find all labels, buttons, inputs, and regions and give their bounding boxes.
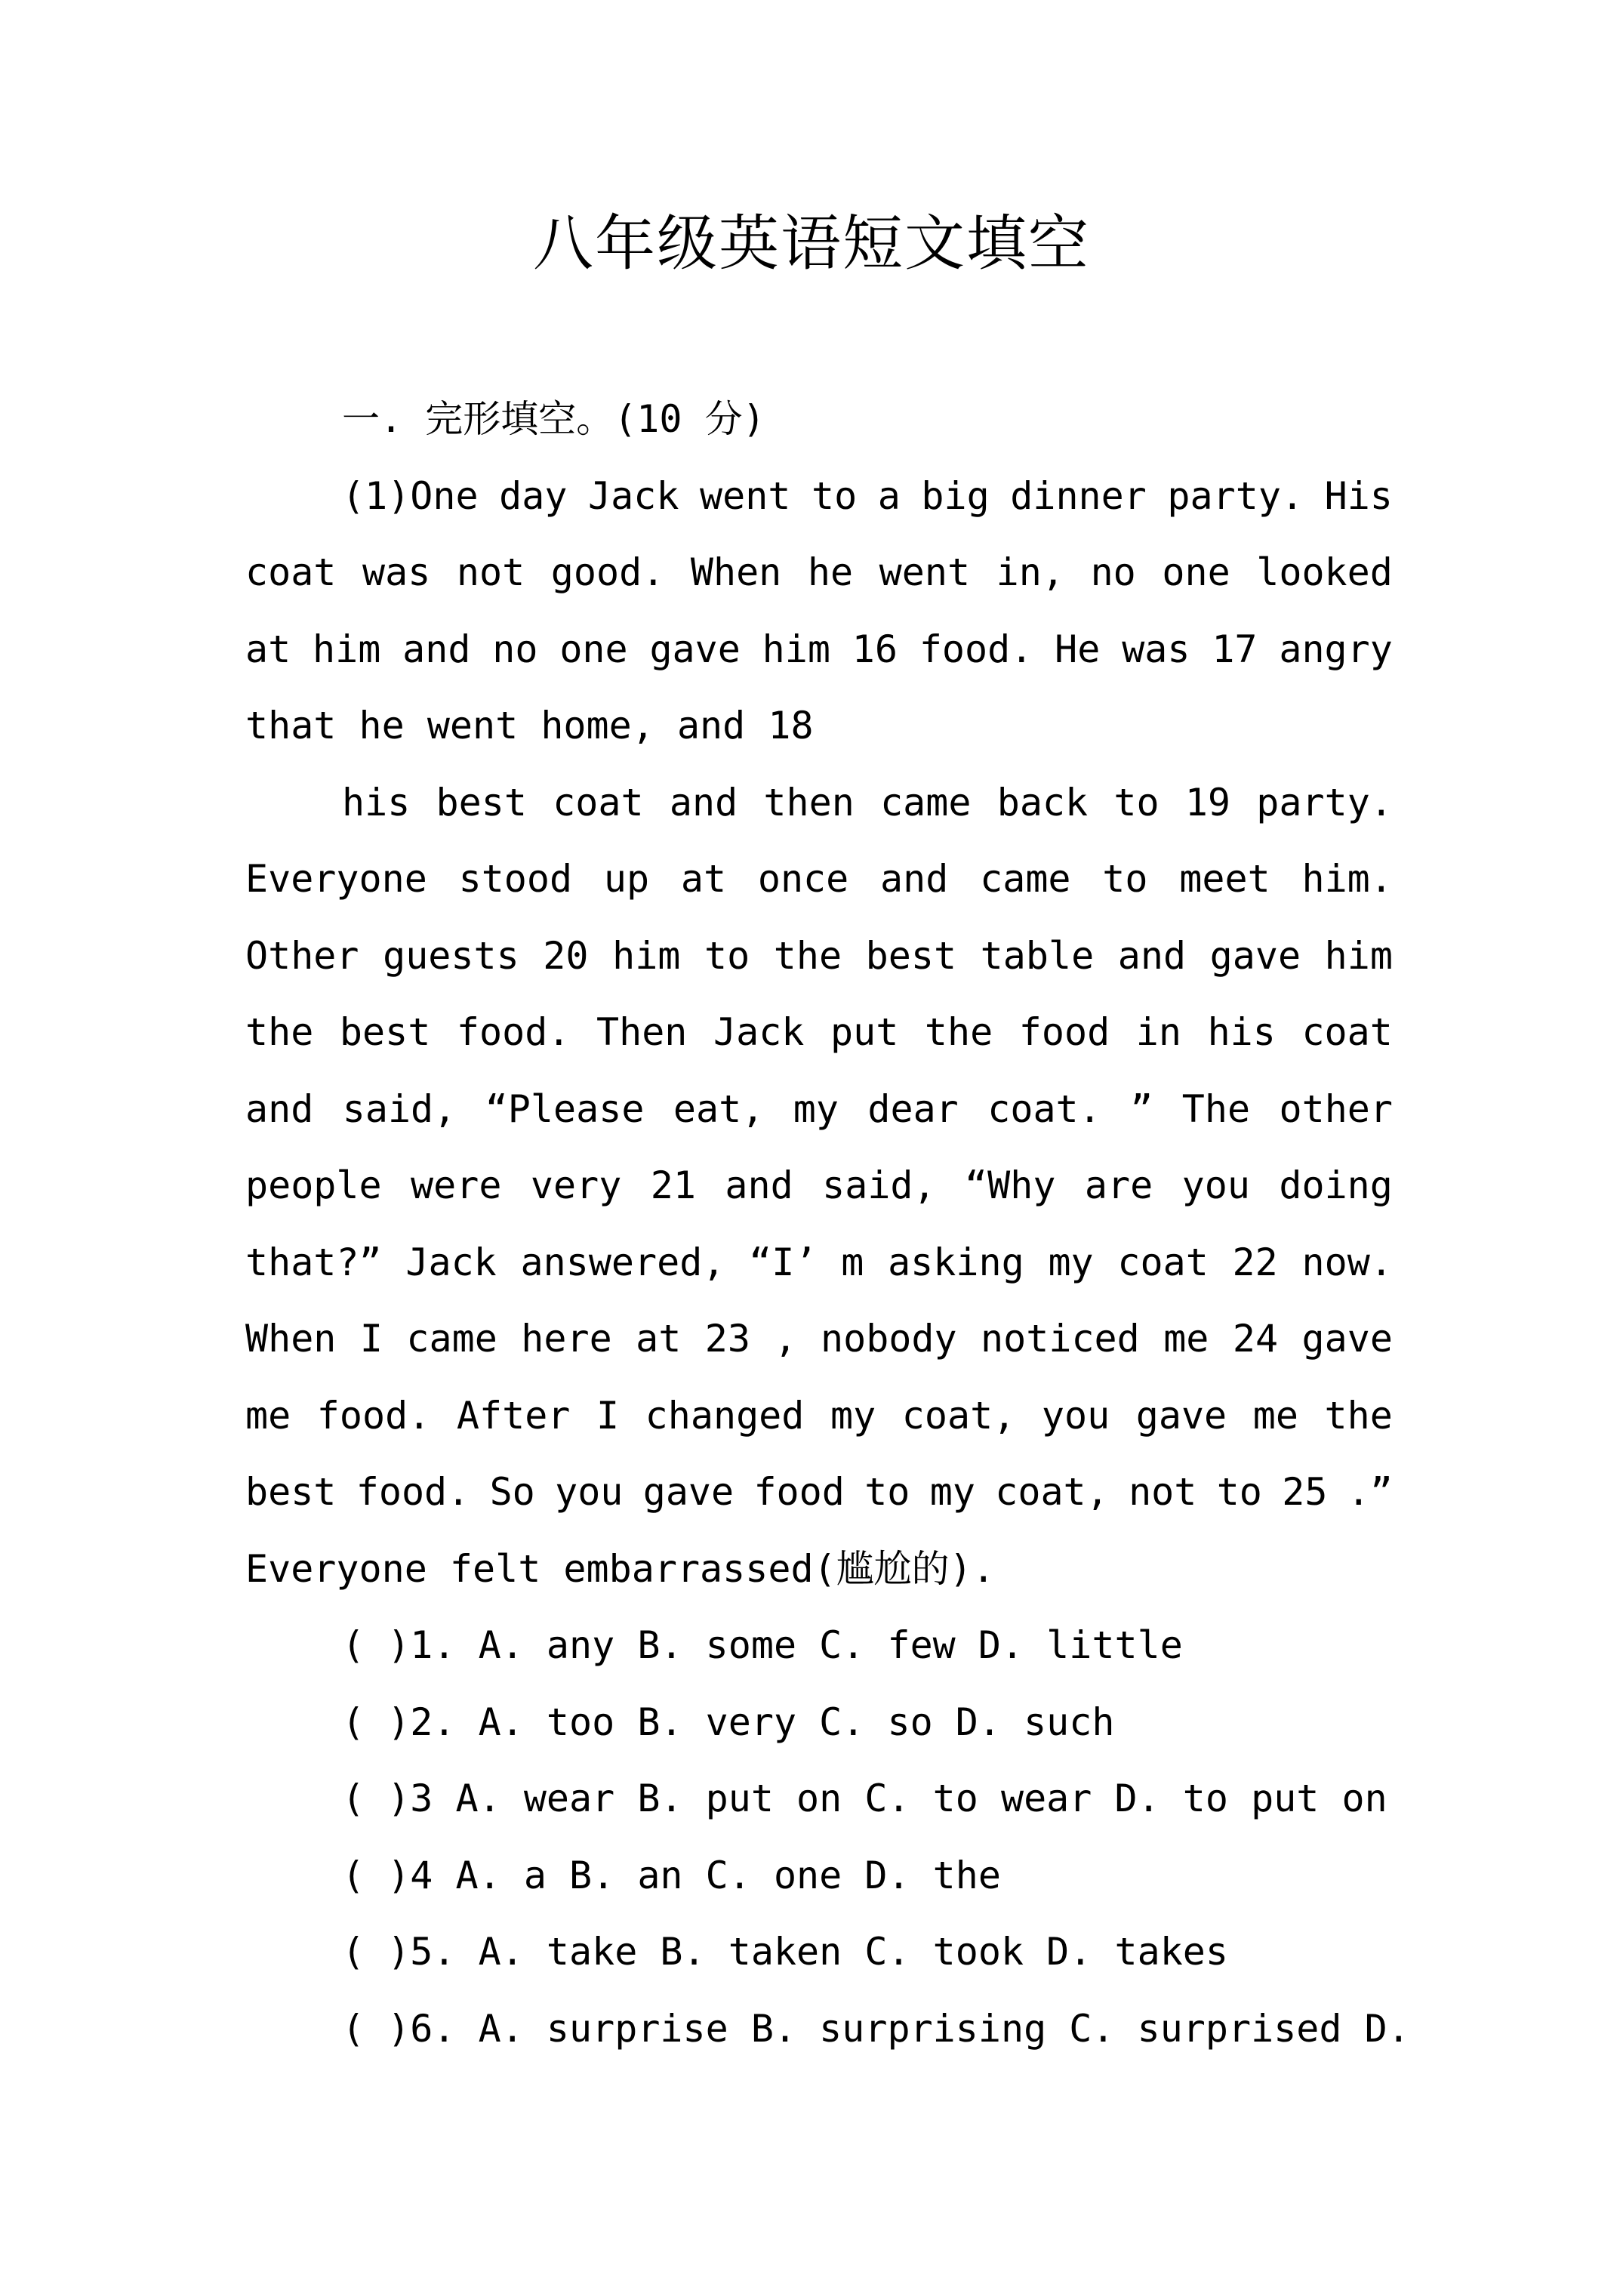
- text-line: [245, 1225, 1393, 1302]
- text-line: [245, 765, 1393, 842]
- word: no: [492, 627, 538, 671]
- word: him: [762, 627, 830, 671]
- word: looked: [1256, 550, 1393, 594]
- word: ”: [1130, 1086, 1153, 1131]
- word: 21: [650, 1163, 696, 1207]
- word: gave: [1301, 1317, 1393, 1361]
- word: day: [499, 473, 568, 518]
- word: When: [245, 1317, 337, 1361]
- word: his: [342, 780, 411, 824]
- word: coat: [1117, 1240, 1209, 1284]
- word: best: [436, 780, 527, 824]
- word: very: [530, 1163, 622, 1207]
- word: changed: [645, 1393, 805, 1438]
- text-line: [245, 918, 1393, 995]
- word: best: [339, 1010, 431, 1054]
- word: at: [636, 1317, 682, 1361]
- word: food: [753, 1470, 845, 1514]
- word: that?”: [245, 1240, 382, 1284]
- word: he: [807, 550, 854, 594]
- word: food.: [356, 1470, 470, 1514]
- word: 17: [1212, 627, 1258, 671]
- word: was: [1122, 627, 1190, 671]
- word: big: [921, 473, 990, 518]
- word: gave: [642, 1470, 735, 1514]
- word: to: [1216, 1470, 1262, 1514]
- word: I: [596, 1393, 620, 1438]
- word: answered,: [520, 1240, 725, 1284]
- word: to: [1113, 780, 1160, 824]
- word: you: [1041, 1393, 1110, 1438]
- text-line: [245, 458, 1393, 535]
- word: one: [559, 627, 628, 671]
- word: coat: [553, 780, 644, 824]
- word: “I’: [749, 1240, 818, 1284]
- word: Jack: [405, 1240, 497, 1284]
- word: a: [877, 473, 901, 518]
- word: 23: [704, 1317, 750, 1361]
- word: came: [980, 857, 1071, 901]
- word: nobody: [820, 1317, 957, 1361]
- word: best: [865, 933, 957, 978]
- word: me: [1163, 1317, 1209, 1361]
- word: “Why: [965, 1163, 1056, 1207]
- word: my: [830, 1393, 876, 1438]
- word: the: [245, 1010, 314, 1054]
- word: him: [612, 933, 681, 978]
- word: and: [245, 1086, 314, 1131]
- word: stood: [458, 857, 573, 901]
- word: my: [929, 1470, 975, 1514]
- word: party.: [1167, 473, 1304, 518]
- word: food: [1018, 1010, 1110, 1054]
- word: and: [725, 1163, 793, 1207]
- word: went: [879, 550, 971, 594]
- word: guests: [383, 933, 519, 978]
- word: coat.: [987, 1086, 1101, 1131]
- word: said,: [342, 1086, 457, 1131]
- word: and: [669, 780, 738, 824]
- question-item: ( )1. A. any B. some C. few D. little: [342, 1623, 1183, 1667]
- word: back: [996, 780, 1089, 824]
- word: gave: [1209, 933, 1301, 978]
- word: you: [1181, 1163, 1250, 1207]
- word: noticed: [981, 1317, 1140, 1361]
- word: and: [402, 627, 471, 671]
- word: 25: [1282, 1470, 1328, 1514]
- word: gave: [1135, 1393, 1227, 1438]
- word: not: [456, 550, 525, 594]
- word: 16: [852, 627, 898, 671]
- word: 20: [543, 933, 589, 978]
- word: He: [1055, 627, 1101, 671]
- section-heading: 一. 完形填空。(10 分): [342, 397, 765, 441]
- paragraph-2: [245, 765, 1393, 1608]
- word: people: [245, 1163, 382, 1207]
- word: are: [1084, 1163, 1153, 1207]
- word: in,: [996, 550, 1064, 594]
- question-item: ( )4 A. a B. an C. one D. the: [342, 1853, 1001, 1897]
- question-item: ( )3 A. wear B. put on C. to wear D. to put on: [342, 1777, 1387, 1820]
- word: asking: [888, 1240, 1024, 1284]
- paragraph-1: [245, 458, 1393, 765]
- word: then: [763, 780, 855, 824]
- word: and: [1117, 933, 1187, 978]
- word: no: [1090, 550, 1136, 594]
- word: “Please: [485, 1086, 645, 1131]
- word: angry: [1279, 627, 1393, 671]
- word: meet: [1179, 857, 1270, 901]
- word: my: [793, 1086, 839, 1131]
- word: in: [1135, 1010, 1181, 1054]
- word: said,: [822, 1163, 936, 1207]
- word: table: [980, 933, 1095, 978]
- word: not: [1129, 1470, 1197, 1514]
- text-line: [245, 1301, 1393, 1378]
- word: good.: [550, 550, 665, 594]
- text-line: [245, 994, 1393, 1071]
- word: dear: [867, 1086, 959, 1131]
- word: his: [1207, 1010, 1276, 1054]
- word: other: [1279, 1086, 1393, 1131]
- word: Then: [596, 1010, 688, 1054]
- text-line: [245, 1071, 1393, 1148]
- question-list: [245, 1607, 1410, 2067]
- word: was: [362, 550, 431, 594]
- word: food.: [919, 627, 1033, 671]
- question-item: ( )2. A. too B. very C. so D. such: [342, 1700, 1115, 1744]
- word: at: [245, 627, 291, 671]
- word: to: [704, 933, 750, 978]
- word: dinner: [1010, 473, 1147, 518]
- word: m: [841, 1240, 864, 1284]
- question-item: ( )5. A. take B. taken C. took D. takes: [342, 1930, 1228, 1974]
- word: eat,: [673, 1086, 765, 1131]
- text-line: [245, 612, 1393, 689]
- word: once: [757, 857, 849, 901]
- word: here: [521, 1317, 612, 1361]
- word: the: [924, 1010, 993, 1054]
- text-line: [245, 1378, 1393, 1455]
- word: So: [489, 1470, 535, 1514]
- word: After: [456, 1393, 571, 1438]
- word: my: [1048, 1240, 1094, 1284]
- word: Everyone: [245, 857, 427, 901]
- text-line: [245, 535, 1393, 612]
- word: came: [880, 780, 972, 824]
- word: him: [1324, 933, 1393, 978]
- word: 24: [1232, 1317, 1279, 1361]
- document-body: [245, 381, 1410, 2067]
- word: the: [773, 933, 842, 978]
- word: now.: [1301, 1240, 1393, 1284]
- text-line: that he went home, and 18: [245, 704, 814, 747]
- word: him: [313, 627, 381, 671]
- word: him.: [1301, 857, 1393, 901]
- question-item: ( )6. A. surprise B. surprising C. surprised D.: [342, 2006, 1410, 2051]
- word: up: [603, 857, 650, 901]
- text-line: [245, 841, 1393, 918]
- word: Other: [245, 933, 359, 978]
- word: at: [680, 857, 727, 901]
- word: 22: [1232, 1240, 1278, 1284]
- word: I: [359, 1317, 383, 1361]
- word: party.: [1256, 780, 1393, 824]
- word: coat,: [901, 1393, 1016, 1438]
- word: me: [1252, 1393, 1298, 1438]
- word: put: [830, 1010, 899, 1054]
- word: Jack: [713, 1010, 805, 1054]
- word: gave: [649, 627, 741, 671]
- word: ,: [774, 1317, 797, 1361]
- word: and: [880, 857, 949, 901]
- word: 19: [1184, 780, 1231, 824]
- word: best: [245, 1470, 337, 1514]
- text-line: Everyone felt embarrassed(尴尬的).: [245, 1546, 995, 1591]
- word: coat: [245, 550, 337, 594]
- word: food.: [316, 1393, 431, 1438]
- word: The: [1181, 1086, 1251, 1131]
- word: coat,: [995, 1470, 1109, 1514]
- word: His: [1324, 473, 1393, 518]
- text-line: [245, 1454, 1393, 1531]
- word: doing: [1279, 1163, 1393, 1207]
- word: to: [864, 1470, 910, 1514]
- word: me: [245, 1393, 291, 1438]
- text-line: [245, 1148, 1393, 1225]
- word: to: [811, 473, 858, 518]
- word: coat: [1301, 1010, 1393, 1054]
- word: you: [555, 1470, 624, 1514]
- word: one: [1162, 550, 1230, 594]
- word: (1)One: [342, 473, 479, 518]
- word: went: [700, 473, 791, 518]
- word: were: [411, 1163, 502, 1207]
- document-title: 八年级英语短文填空: [533, 208, 1090, 279]
- word: to: [1102, 857, 1148, 901]
- word: food.: [456, 1010, 571, 1054]
- word: the: [1324, 1393, 1393, 1438]
- word: .”: [1347, 1470, 1393, 1514]
- word: When: [690, 550, 782, 594]
- word: Jack: [588, 473, 679, 518]
- word: came: [406, 1317, 497, 1361]
